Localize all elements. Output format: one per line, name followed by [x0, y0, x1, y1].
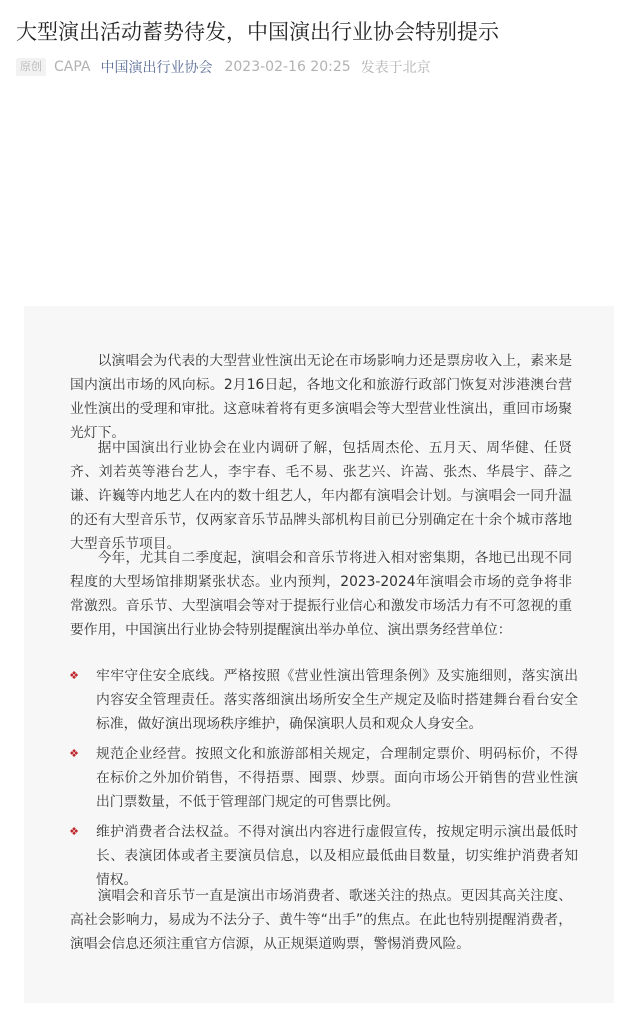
list-item-text: 规范企业经营。按照文化和旅游部相关规定，合理制定票价、明码标价，不得在标价之外加价销售，不得捂票、囤票、炒票。面向市场公开销售的营业性演出门票数量，不低于管理部门规定的可售票比例。 [96, 746, 578, 810]
original-badge: 原创 [16, 58, 46, 76]
article-title: 大型演出活动蓄势待发，中国演出行业协会特别提示 [16, 20, 499, 44]
paragraph-survey: 据中国演出行业协会在业内调研了解，包括周杰伦、五月天、周华健、任贤齐、刘若英等港台艺人，李宇春、毛不易、张艺兴、许嵩、张杰、华晨宇、薛之谦、许巍等内地艺人在内的数十组艺人，年内都有演唱会计划。与演唱会一同升温的还有大型音乐节，仅两家音乐节品牌头部机构目前已分别确定在十余个城市落地大型音乐节项目。 [70, 440, 572, 552]
diamond-bullet-icon: ❖ [69, 747, 79, 760]
article-meta [16, 57, 431, 77]
paragraph-consumer-reminder: 演唱会和音乐节一直是演出市场消费者、歌迷关注的热点。更因其高关注度、高社会影响力，易成为不法分子、黄牛等“出手”的焦点。在此也特别提醒消费者，演唱会信息还须注重官方信源，从正规渠道购票，警惕消费风险。 [70, 888, 572, 952]
author-name: CAPA [54, 59, 91, 75]
paragraph-intro: 以演唱会为代表的大型营业性演出无论在市场影响力还是票房收入上，素来是国内演出市场的风向标。2月16日起，各地文化和旅游行政部门恢复对涉港澳台营业性演出的受理和审批。这意味着将有更多演唱会等大型营业性演出，重回市场聚光灯下。 [70, 353, 572, 441]
notice-list [64, 664, 578, 892]
list-item-text: 维护消费者合法权益。不得对演出内容进行虚假宣传，按规定明示演出最低时长、表演团体或者主要演员信息，以及相应最低曲目数量，切实维护消费者知情权。 [96, 824, 578, 888]
publish-location: 发表于北京 [360, 60, 431, 76]
paragraph-forecast: 今年，尤其自二季度起，演唱会和音乐节将进入相对密集期，各地已出现不同程度的大型场馆排期紧张状态。业内预判，2023-2024年演唱会市场的竞争将非常激烈。音乐节、大型演唱会等对于提振行业信心和激发市场活力有不可忽视的重要作用，中国演出行业协会特别提醒演出举办单位、演出票务经营单位： [70, 550, 572, 638]
diamond-bullet-icon: ❖ [69, 825, 79, 838]
list-item [64, 664, 578, 742]
list-item-text: 牢牢守住安全底线。严格按照《营业性演出管理条例》及实施细则，落实演出内容安全管理责任。落实落细演出场所安全生产规定及临时搭建舞台看台安全标准，做好演出现场秩序维护，确保演职人员和观众人身安全。 [96, 668, 578, 732]
article-content-card [24, 306, 614, 1003]
publish-date: 2023-02-16 20:25 [224, 59, 351, 75]
list-item [64, 742, 578, 820]
list-item [64, 820, 578, 892]
diamond-bullet-icon: ❖ [69, 669, 79, 682]
account-name-link[interactable]: 中国演出行业协会 [100, 60, 213, 76]
